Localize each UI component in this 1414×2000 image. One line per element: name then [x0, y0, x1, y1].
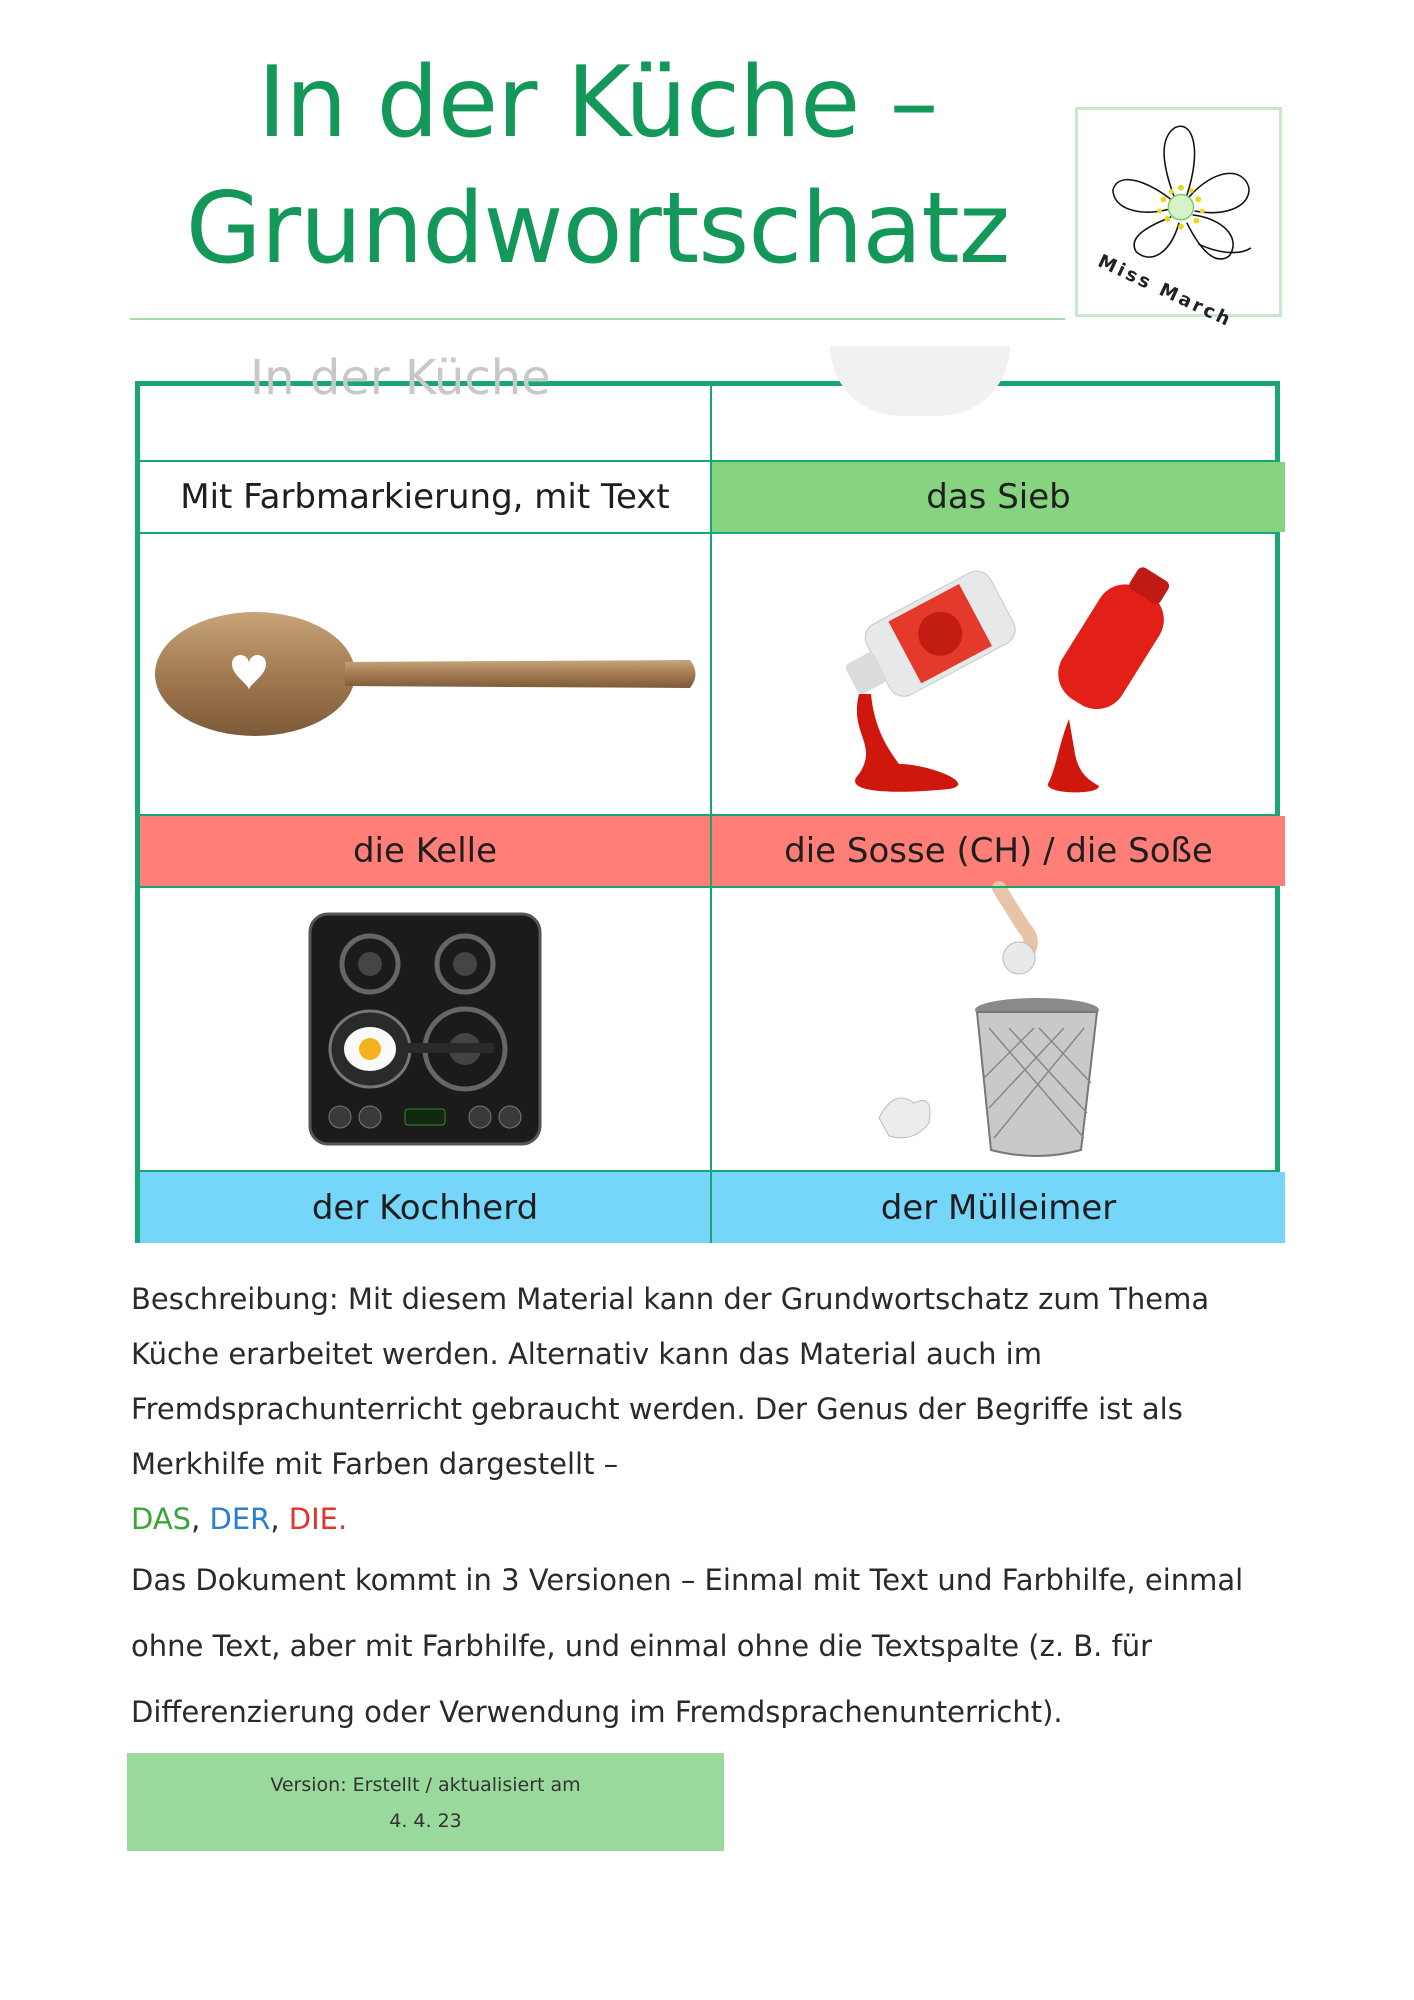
sieve-image-icon	[830, 346, 1010, 416]
genus-der: DER	[209, 1502, 271, 1536]
faded-heading: In der Küche	[250, 350, 551, 406]
label-die-kelle: die Kelle	[140, 816, 710, 886]
miss-march-logo	[1075, 107, 1282, 332]
version-box	[127, 1753, 724, 1851]
description	[131, 1272, 1291, 1745]
wooden-spoon-icon	[145, 574, 705, 774]
title-line-2: Grundwortschatz	[185, 172, 1010, 286]
label-der-kochherd: der Kochherd	[140, 1172, 710, 1243]
version-label: Version: Erstellt / aktualisiert am	[270, 1774, 581, 1796]
version-date: 4. 4. 23	[389, 1810, 462, 1832]
sauce-bottles-icon	[779, 544, 1219, 804]
title-underline	[130, 318, 1065, 320]
title-line-1: In der Küche –	[257, 46, 938, 160]
image-cell-muelleimer	[712, 888, 1285, 1170]
stove-icon	[305, 909, 545, 1149]
logo-text: Miss March	[1094, 250, 1236, 332]
header-right-das-sieb: das Sieb	[712, 462, 1285, 532]
vocabulary-table	[135, 350, 1280, 1243]
description-text: Beschreibung: Mit diesem Material kann der Grundwortschatz zum Thema Küche erarbeitet werden. Alternativ kann das Material auch im Fremdsprachunterricht gebraucht werden. Der Genus der Begriffe ist als Merkhilfe mit Farben dargestellt –	[131, 1282, 1210, 1481]
table-row-divider	[140, 460, 1275, 462]
flower-logo-icon	[1078, 110, 1279, 332]
description-paragraph-1: Beschreibung: Mit diesem Material kann der Grundwortschatz zum Thema Küche erarbeitet werden. Alternativ kann das Material auch im Fremdsprachunterricht gebraucht werden. Der Genus der Begriffe ist als Merkhilfe mit Farben dargestellt – DAS, DER, DIE.	[131, 1282, 1210, 1536]
description-paragraph-2: Das Dokument kommt in 3 Versionen – Einmal mit Text und Farbhilfe, einmal ohne Text, aber mit Farbhilfe, und einmal ohne die Textspalte (z. B. für Differenzierung oder Verwendung im Fremdsprachenunterricht).	[131, 1563, 1244, 1729]
table-column-divider	[710, 386, 712, 1238]
table-row-divider	[140, 814, 1275, 816]
image-cell-kochherd	[140, 888, 710, 1170]
image-cell-sosse	[712, 534, 1285, 814]
table-row-divider	[140, 886, 1275, 888]
table-row-divider	[140, 1170, 1275, 1172]
image-cell-kelle	[140, 534, 710, 814]
table-row-divider	[140, 532, 1275, 534]
trash-can-icon	[819, 888, 1179, 1170]
genus-die: DIE.	[288, 1502, 348, 1536]
page-title	[130, 40, 1065, 292]
label-der-muelleimer: der Mülleimer	[712, 1172, 1285, 1243]
header-left: Mit Farbmarkierung, mit Text	[180, 477, 670, 517]
label-die-sosse: die Sosse (CH) / die Soße	[712, 816, 1285, 886]
genus-das: DAS	[131, 1502, 192, 1536]
